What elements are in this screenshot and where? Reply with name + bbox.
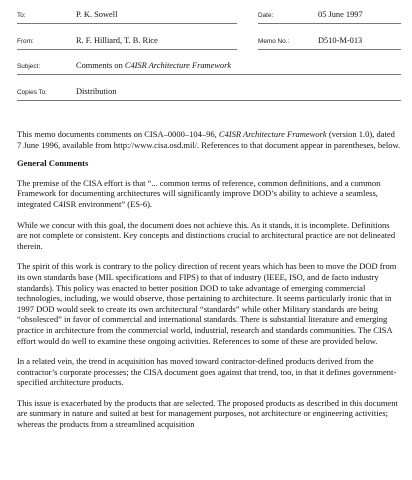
body-paragraph: In a related vein, the trend in acquisition has moved toward contractor-defined products derived from the contractor’s corporate processes; the CISA document goes against that trend, too, in that it defines government-specified architecture products. bbox=[17, 356, 397, 388]
memo-number-value: D510-M-013 bbox=[318, 36, 363, 45]
copies-to-rule bbox=[17, 100, 401, 101]
subject-label: Subject: bbox=[17, 63, 41, 70]
to-rule bbox=[17, 23, 237, 24]
copies-to-value: Distribution bbox=[76, 87, 117, 96]
copies-to-label: Copies To: bbox=[17, 89, 48, 96]
date-value: 05 June 1997 bbox=[318, 10, 363, 19]
intro-paragraph: This memo documents comments on CISA–0000–104–96, C4ISR Architecture Framework (version 1.0), dated 7 June 1996, available from http://www.cisa.osd.mil/. References to that document appear in parentheses, below. bbox=[17, 129, 401, 150]
memo-number-label: Memo No.: bbox=[258, 38, 290, 45]
subject-italic-title: C4ISR Architecture Framework bbox=[124, 61, 232, 70]
subject-rule bbox=[17, 74, 401, 75]
body-paragraph: This issue is exacerbated by the products that are selected. The proposed products as described in this document are summary in nature and suited at best for management purposes, not architecture or engineering activities; whereas the products from a streamlined acquisition bbox=[17, 397, 398, 430]
date-label: Date: bbox=[258, 12, 274, 19]
intro-italic-title: C4ISR Architecture Framework bbox=[218, 129, 327, 139]
memo-number-rule bbox=[258, 49, 401, 50]
date-rule bbox=[258, 23, 401, 24]
body-paragraph: The premise of the CISA effort is that “... common terms of reference, common definitions, and a common Framework for documenting architectures will significantly improve DOD’s ability to achieve a seamless, integrated C4ISR environment” (ES-6). bbox=[17, 177, 381, 209]
body-paragraph: The spirit of this work is contrary to the policy direction of recent years which has been to move the DOD from its own standards base (MIL specifications and FIPS) to that of industry (IEEE, ISO, and de facto industry standards). This policy was enacted to better position DOD to take advantage of emerging commercial technologies, including, we would observe, those pertaining to architecture. It seems particularly ironic that in 1997 DOD would seek to create its own architectural “standards” while other Military standards are being “obsolesced” in favor of commercial and international standards. There is substantial literature and emerging practice in architecture from the commercial world, industrial, research and standards communities. The CISA effort would do well to examine these ongoing activities. References to some of these are provided below. bbox=[17, 261, 397, 346]
from-value: R. F. Hilliard, T. B. Rice bbox=[76, 36, 158, 45]
body-paragraph: While we concur with this goal, the document does not achieve this. As it stands, it is incomplete. Definitions are not complete or consistent. Key concepts and distinctions crucial to architectural practice are not delineated therein. bbox=[17, 219, 396, 251]
subject-value: Comments on C4ISR Architecture Framework bbox=[76, 61, 232, 70]
section-heading: General Comments bbox=[17, 158, 89, 169]
to-label: To: bbox=[17, 12, 26, 19]
from-label: From: bbox=[17, 38, 34, 45]
to-value: P. K. Sowell bbox=[76, 10, 118, 19]
from-rule bbox=[17, 49, 237, 50]
memo-body bbox=[17, 129, 401, 430]
